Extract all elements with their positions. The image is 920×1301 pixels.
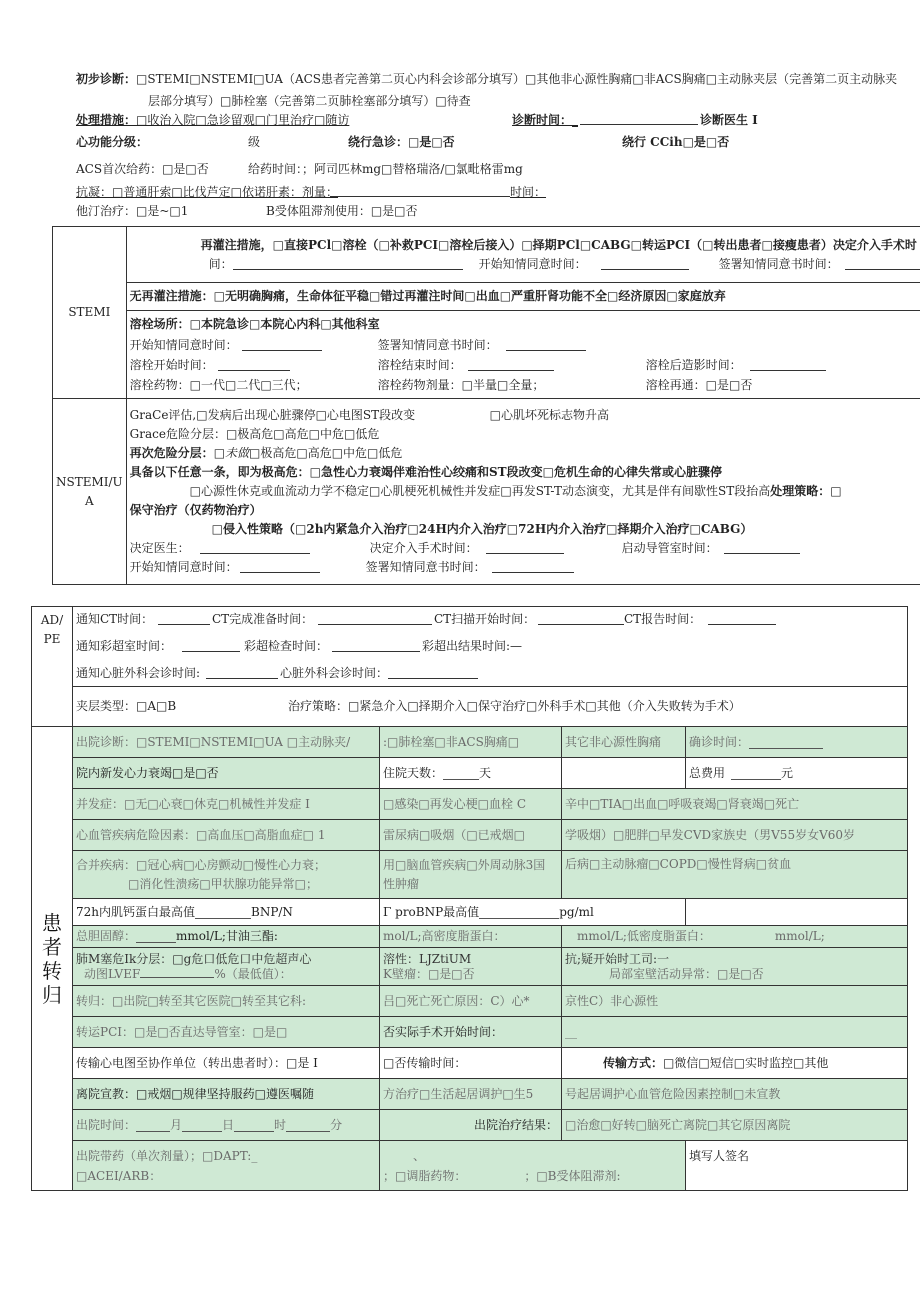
ct-scan-line[interactable]: [538, 624, 624, 625]
ct-notify-line[interactable]: [158, 624, 210, 625]
decision-doctor-line[interactable]: [200, 553, 310, 554]
ct-report-line[interactable]: [708, 624, 776, 625]
empty-cell: [686, 899, 908, 926]
pe-risk-stratification[interactable]: 肺M塞危Ik分层：□g危口低危口中危超声心: [76, 951, 312, 966]
death-cause[interactable]: 吕□死亡死亡原因：C）心*: [380, 986, 562, 1017]
total-cost: 总费用: [689, 765, 726, 780]
confirm-time: 确诊时间：: [689, 734, 750, 749]
adpe-label-line1: AD/: [40, 613, 64, 627]
hospital-days-line[interactable]: [443, 767, 479, 780]
bypass-ccu[interactable]: 绕行 CCih□是□否: [622, 135, 730, 149]
lipid-drugs[interactable]: ；□调脂药物：: [383, 1168, 461, 1183]
discharge-result[interactable]: □治愈□好转□脑死亡离院□其它原因离院: [562, 1110, 908, 1141]
thromb-start: 溶栓开始时间：: [129, 358, 214, 372]
ct-report: CT报告时间：: [624, 611, 702, 626]
minute: 分: [330, 1117, 343, 1132]
grace-risk[interactable]: Grace危险分层：□极高危□高危□中危□低危: [129, 427, 380, 441]
cv-risk-factors-cont2[interactable]: 学吸烟）□肥胖□早发CVD家族史（男V55岁女V60岁: [562, 820, 908, 851]
nstemi-cell: [126, 399, 920, 585]
thromb-dose[interactable]: 溶栓药物剂量：□半量□全量；: [377, 378, 545, 392]
decision-time-line[interactable]: [486, 553, 564, 554]
confirm-time-cell: [686, 727, 908, 758]
hour: 时: [274, 1117, 287, 1132]
decision-time-label: 间：: [208, 256, 233, 271]
treatment-line: [76, 111, 349, 128]
month-line[interactable]: [136, 1119, 170, 1132]
triglycerides: mmol/L;甘油三酯:: [176, 929, 278, 943]
discharge-meds-cont-cell: [380, 1141, 686, 1191]
hdl[interactable]: mol/L;高密度脂蛋白：: [380, 926, 562, 948]
cv-risk-factors[interactable]: 心血管疾病危险因素：□高血压□高脂血症□ 1: [73, 820, 380, 851]
thrombolysis-consent-row: [130, 334, 917, 354]
consult-notify: 通知心脏外科会诊时间:: [76, 665, 201, 680]
thrombolytic[interactable]: 溶性：LJZtiUM: [383, 951, 472, 966]
thromb-consent-sign: 签署知情同意书时间：: [377, 338, 498, 352]
consent-start-label: 开始知情同意时间：: [478, 256, 587, 271]
discharge-diagnosis[interactable]: 出院诊断：□STEMI□NSTEMI□UA □主动脉夹/: [73, 727, 380, 758]
treatment-label: 处理措施：: [76, 113, 137, 127]
nstemi-consent-start-line[interactable]: [240, 572, 320, 573]
discharge-education-cont[interactable]: 方治疗□生活起居调护□生5: [380, 1079, 562, 1110]
ldl-unit: mmol/L;: [774, 929, 825, 943]
thrombolysis-cell: [126, 311, 920, 399]
adpe-label: [32, 607, 73, 727]
heart-function-grade[interactable]: 级: [248, 135, 261, 149]
wall-motion[interactable]: 局部室壁活动异常：□是□否: [609, 966, 764, 981]
ct-notify: 通知CT时间：: [76, 611, 154, 626]
initial-diagnosis-options[interactable]: □STEMI□NSTEMI□UA（ACS患者完善第二页心内科会诊部分填写）□其他非心源性胸痛□非ACS胸痛□主动脉夹层（完善第二页主动脉夹: [136, 72, 898, 86]
statin-therapy[interactable]: 他汀治疗：□是~□1: [76, 204, 189, 218]
comorbidities-cont[interactable]: 用□脑血管疾病□外周动脉3国: [383, 857, 546, 872]
thromb-end-line[interactable]: [468, 370, 554, 371]
us-result[interactable]: 彩超出结果时间:—: [422, 638, 523, 653]
troponin-max: 72h内肌钙蛋白最高值: [76, 904, 195, 919]
cath-lab-time-line[interactable]: [724, 553, 800, 554]
transfer-pci[interactable]: 转运PCI：□是□否直达导管室：□是□: [73, 1017, 380, 1048]
us-check-line[interactable]: [332, 651, 420, 652]
lvef-min: %（最低值）：: [214, 966, 292, 981]
reassess-opts[interactable]: □极高危□高危□中危□低危: [249, 446, 403, 460]
day-line[interactable]: [182, 1119, 222, 1132]
discharge-meds[interactable]: 出院带药（单次剂量）；□DAPT:_: [76, 1148, 258, 1163]
anticoag-dose-underline: [330, 196, 510, 197]
total-cholesterol: 总胆固醇：: [76, 929, 137, 943]
initial-diagnosis-line2[interactable]: 层部分填写）□肺栓塞（完善第二页肺栓塞部分填写）□待查: [148, 94, 471, 108]
treatment-options[interactable]: □收治入院□急诊留观□门里治疗□随访: [136, 113, 350, 127]
consult-row: [73, 661, 908, 687]
us-notify-line[interactable]: [182, 651, 240, 652]
cholesterol-line[interactable]: [136, 930, 176, 943]
discharge-education[interactable]: 离院宣教：□戒烟□规律坚持服药□遵医嘱随: [73, 1079, 380, 1110]
bypass-emergency[interactable]: 绕行急诊：□是□否: [348, 135, 455, 149]
nstemi-consent-sign: 签署知情同意书时间：: [365, 560, 486, 574]
transmission-method-label: 传输方式：: [603, 1055, 664, 1070]
high-risk-row: [130, 463, 917, 482]
outcome-label: [32, 727, 73, 1191]
high-risk-criteria[interactable]: 具备以下任意一条，即为极高危：□急性心力衰竭伴难治性心绞痛和ST段改变□危机生命的心律失常或心脏骤停: [129, 465, 722, 479]
adpe-outcome-table: [31, 606, 908, 1191]
conservative-therapy[interactable]: 保守治疗（仅药物治疗）: [129, 503, 262, 517]
discharge-meds-cell: [73, 1141, 380, 1191]
heart-function-label: 心功能分级：: [76, 135, 149, 149]
discharge-result-label: 出院治疗结果：: [380, 1110, 562, 1141]
hospital-days-unit: 天: [479, 765, 492, 780]
total-cost-unit: 元: [781, 765, 794, 780]
thromb-start-line[interactable]: [218, 370, 290, 371]
thromb-consent-sign-line[interactable]: [506, 350, 586, 351]
post-angio: 溶栓后造影时间：: [645, 358, 742, 372]
stemi-nstemi-table: [52, 226, 920, 585]
hospital-days-cell: [380, 758, 562, 789]
comorbidities-cell: [73, 851, 380, 899]
ct-ready-line[interactable]: [318, 624, 432, 625]
day: 日: [222, 1117, 235, 1132]
diagnosis-doctor[interactable]: 诊断医生 I: [700, 113, 758, 127]
thromb-end: 溶栓结束时间：: [377, 358, 462, 372]
complications-cont[interactable]: □感染□再发心梗□血栓 C: [380, 789, 562, 820]
discharge-time: 出院时间：: [76, 1117, 137, 1132]
new-heart-failure[interactable]: 院内新发心力衰竭□是□否: [73, 758, 380, 789]
diagnosis-time[interactable]: 诊断时间：_: [512, 113, 579, 127]
comorbidities-cont2[interactable]: 后病□主动脉瘤□COPD□慢性肾病□贫血: [562, 851, 908, 899]
us-row: [73, 632, 908, 661]
discharge-education-cont2[interactable]: 号起居调护心血管危险因素控制□未宣教: [562, 1079, 908, 1110]
anticoagulation[interactable]: 抗凝：□普通肝索□比伐芦定□依诺肝素：剂量：: [76, 185, 339, 199]
reassess-note[interactable]: □未做: [213, 446, 250, 460]
complications-cont2[interactable]: 辛中□TIA□出血□呼吸衰竭□肾衰竭□死亡: [562, 789, 908, 820]
grace-eval-row: [130, 406, 917, 425]
hour-line[interactable]: [234, 1119, 274, 1132]
thromb-reperfused[interactable]: 溶栓再通：□是□否: [645, 378, 753, 392]
comorbidities[interactable]: 合并疾病：□冠心病□心房颤动□慢性心力衰；: [76, 857, 327, 872]
nstemi-label-line2: A: [85, 493, 94, 508]
transmission-method[interactable]: □微信□短信□实时监控□其他: [663, 1055, 829, 1070]
discharge-diagnosis-cont[interactable]: :□肺栓塞□非ACS胸痛□: [380, 727, 562, 758]
cardiogenic-criteria[interactable]: □心源性休克或血流动力学不稳定□心肌梗死机械性并发症□再发ST-T动态演变，尤其是伴有间歇性ST段抬高: [189, 484, 771, 498]
transmission-method-cell: [562, 1048, 908, 1079]
consent-sign-underline[interactable]: [845, 269, 920, 270]
non-cardiac-chest-pain[interactable]: 其它非心源性胸痛: [562, 727, 686, 758]
consent-sign-label: 签署知情同意书时间：: [718, 256, 839, 271]
troponin-line[interactable]: [195, 906, 251, 919]
consult-notify-line[interactable]: [206, 678, 278, 679]
us-notify: 通知彩超室时间：: [76, 638, 173, 653]
bnp-label: BNP/N: [251, 904, 293, 919]
nstemi-consent-row: [130, 558, 917, 577]
reassess-label: 再次危险分层：: [129, 446, 214, 460]
thromb-drug[interactable]: 溶栓药物：□一代□二代□三代；: [129, 378, 308, 392]
cardiogenic-row: [130, 482, 917, 501]
consult-time-line[interactable]: [388, 678, 478, 679]
thromb-consent-start: 开始知情同意时间：: [129, 338, 238, 352]
grace-marker[interactable]: □心肌坏死标志物升高: [489, 408, 610, 422]
drug-time[interactable]: 给药时间：；阿司匹林mg□替格瑞洛/□氯毗格雷mg: [248, 162, 523, 176]
complications[interactable]: 并发症：□无□心衰□休克□机械性并发症 I: [73, 789, 380, 820]
ntprobnp-max: Γ proBNP最高值: [383, 904, 480, 919]
anticoag-start-cell: [562, 948, 908, 986]
hospital-days: 住院天数：: [383, 765, 444, 780]
decision-time: 决定介入手术时间：: [369, 541, 478, 555]
strategy-label[interactable]: 处理策略：□: [770, 484, 842, 498]
reperfusion-line2: [201, 255, 917, 274]
beta-blocker-drugs[interactable]: ；□B受体阻滞剂:: [524, 1168, 621, 1183]
month: 月: [170, 1117, 183, 1132]
thrombolysis-drug-row: [130, 374, 917, 394]
comorbidities-cont-line2[interactable]: 性肿瘤: [383, 876, 420, 891]
pe-risk-cell: [73, 948, 380, 986]
diagnosis-time-underline: [580, 124, 698, 125]
ntprobnp-cell: [380, 899, 686, 926]
dissection-row: [73, 687, 908, 727]
acs-first-drug[interactable]: ACS首次给药：□是□否: [76, 162, 209, 176]
cv-risk-factors-cont[interactable]: 雷尿病□吸烟（□已戒烟□: [380, 820, 562, 851]
decision-row: [130, 539, 917, 558]
ct-ready: CT完成准备时间：: [212, 611, 314, 626]
empty-cell: [562, 758, 686, 789]
transmission-time[interactable]: □否传输时间：: [380, 1048, 562, 1079]
ct-row: [73, 607, 908, 632]
discharge-time-cell: [73, 1110, 380, 1141]
disposition[interactable]: 转归：□出院□转至其它医院□转至其它科:: [73, 986, 380, 1017]
stemi-label: STEMI: [53, 227, 127, 399]
lvef-line[interactable]: [140, 967, 214, 978]
ventricular-aneurysm[interactable]: K壁瘤：□是□否: [383, 966, 475, 981]
ct-scan: CT扫描开始时间：: [434, 611, 536, 626]
lvef: 动图LVEF: [84, 966, 141, 981]
confirm-time-line[interactable]: [749, 736, 823, 749]
thrombolysis-place[interactable]: 溶栓场所：□本院急诊□本院心内科□其他科室: [129, 317, 380, 331]
signature-cell: [686, 1141, 908, 1191]
initial-diagnosis-label: 初步诊断：: [76, 72, 137, 86]
ecg-transmission[interactable]: 传输心电图至协作单位（转出患者时）：□是 I: [73, 1048, 380, 1079]
cholesterol-cell: [73, 926, 380, 948]
thrombolysis-time-row: [130, 354, 917, 374]
ntprobnp-unit: pg/ml: [559, 904, 594, 919]
grace-eval[interactable]: GraCe评估,□发病后出现心脏骤停□心电图ST段改变: [129, 408, 416, 422]
nstemi-consent-sign-line[interactable]: [492, 572, 574, 573]
consult-time: 心脏外科会诊时间：: [280, 665, 389, 680]
minute-line[interactable]: [286, 1119, 330, 1132]
beta-blocker-use[interactable]: B受体阻滞剂使用：□是□否: [266, 204, 418, 218]
post-angio-line[interactable]: [750, 370, 826, 371]
reperfusion-cell: [126, 227, 920, 283]
troponin-cell: [73, 899, 380, 926]
acei-arb[interactable]: □ACEI/ARB：: [76, 1168, 162, 1183]
ldl[interactable]: mmol/L;低密度脂蛋白：: [577, 929, 711, 943]
nstemi-consent-start: 开始知情同意时间：: [129, 560, 238, 574]
outcome-label-text: 患者转归: [42, 910, 62, 1007]
comorbidities-cont-cell: [380, 851, 562, 899]
thrombolysis-cell: [380, 948, 562, 986]
decision-doctor: 决定医生：: [129, 541, 190, 555]
ldl-cell: [562, 926, 908, 948]
no-reperfusion[interactable]: 无再灌注措施：□无明确胸痛，生命体征平稳□错过再灌注时间□出血□严重肝肾功能不全□经济原因□家庭放弃: [126, 283, 920, 311]
nstemi-label: [53, 399, 127, 585]
filler-signature[interactable]: 填写人签名: [689, 1149, 750, 1163]
actual-surgery-start-value[interactable]: __: [562, 1017, 908, 1048]
us-check: 彩超检查时间：: [244, 638, 329, 653]
decision-time-underline[interactable]: [233, 269, 463, 270]
anticoag-time[interactable]: 时间：: [510, 185, 547, 199]
ad-treatment-strategy[interactable]: 治疗策略：□紧急介入□择期介入□保守治疗□外科手术□其他（介入失败转为手术）: [288, 699, 741, 713]
nstemi-label-line1: NSTEMI/U: [56, 474, 123, 489]
ntprobnp-line[interactable]: [479, 906, 559, 919]
total-cost-cell: [686, 758, 908, 789]
reassess-row: [130, 444, 917, 463]
thromb-consent-start-line[interactable]: [242, 350, 322, 351]
invasive-strategy[interactable]: □侵入性策略（□2h内紧急介入治疗□24H内介入治疗□72H内介入治疗□择期介入治疗□CABG）: [211, 522, 753, 536]
total-cost-line[interactable]: [731, 767, 781, 780]
actual-surgery-start[interactable]: 否实际手术开始时间：: [380, 1017, 562, 1048]
comorbidities-line2[interactable]: □消化性溃疡□甲状腺功能异常□；: [128, 876, 319, 891]
meds-separator: 、: [413, 1148, 426, 1163]
death-cause-cont[interactable]: 京性C）非心源性: [562, 986, 908, 1017]
anticoag-start[interactable]: 抗;疑开始时工司:一: [565, 951, 670, 966]
initial-diagnosis-line1: [76, 70, 897, 87]
dissection-type[interactable]: 夹层类型：□A□B: [76, 699, 177, 713]
cath-lab-time: 启动导管室时间：: [621, 541, 718, 555]
consent-start-underline[interactable]: [601, 269, 689, 270]
adpe-label-line2: PE: [43, 632, 61, 646]
reperfusion-line1[interactable]: 再灌注措施，□直接PCl□溶栓（□补救PCI□溶栓后接入）□择期PCl□CABG□转运PCI（□转出患者□接瘦患者）决定介入手术时: [200, 237, 917, 252]
